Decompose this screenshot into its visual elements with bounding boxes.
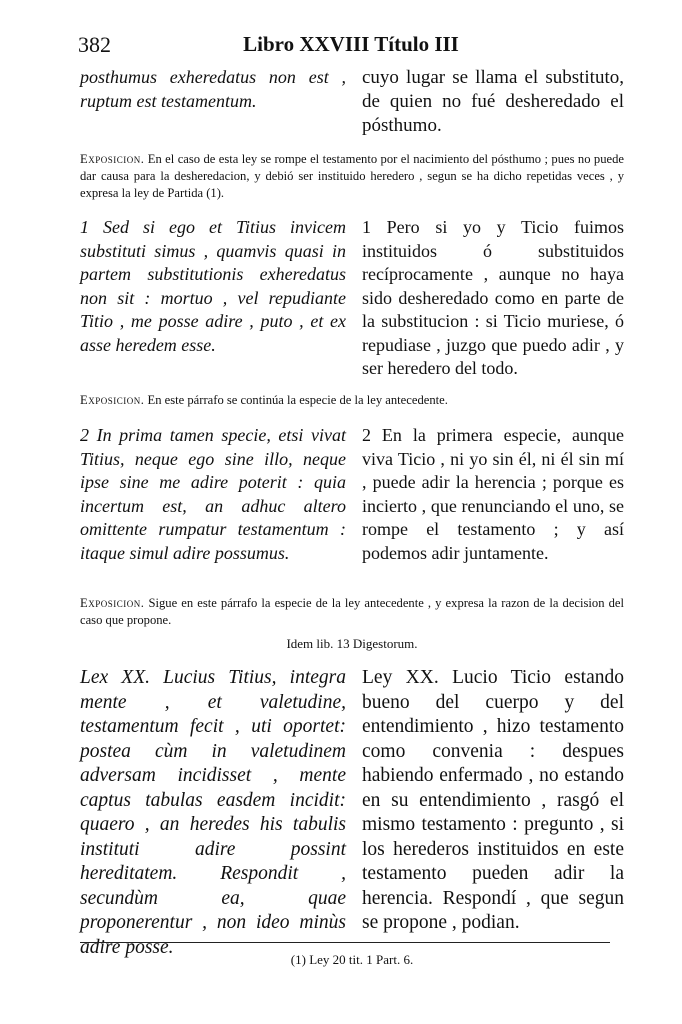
footnote-divider [80, 942, 610, 943]
exposicion-label: Exposicion. [80, 596, 145, 610]
intro-spanish: cuyo lugar se llama el substituto, de quien no fué desheredado el pósthumo. [362, 67, 624, 136]
running-title: Libro XXVIII Título III [243, 32, 459, 56]
ley-20-spanish: Ley XX. Lucio Ticio estando bueno del cuerpo y del entendimiento , hizo testamento como convenia : despues habiendo enfermado , no estando en su entendimiento , rasgó el mismo testamento : pregunto , si los herederos instituidos en este testamento pueden adir la herencia. Respondí , que segun se propone , podian. [362, 667, 624, 933]
paragraph-1-latin: 1 Sed si ego et Titius invicem substituti simus , quamvis quasi in partem substitutionis exheredatus non sit : mortuo , vel repudiante Titio , me posse adire , puto , et ex asse heredem esse. [80, 217, 346, 355]
exposicion-text: Sigue en este párrafo la especie de la ley antecedente , y expresa la razon de la decision del caso que propone. [80, 596, 624, 627]
page-number: 382 [78, 32, 111, 57]
page-header [78, 32, 624, 64]
source-citation: Idem lib. 13 Digestorum. [286, 636, 418, 651]
exposicion-1 [80, 151, 624, 202]
lex-20-latin: Lex XX. Lucius Titius, integra mente , et valetudine, testamentum fecit , uti oportet: postea cùm in valetudinem adversam incidisset , mente captus tabulas easdem incidit: quaero , an heredes his tabulis instituti adire possint hereditatem. Respondit , secundùm ea, quae proponerentur , non ideo minùs adire posse. [80, 667, 346, 958]
exposicion-text: En el caso de esta ley se rompe el testamento por el nacimiento del pósthumo ; pues no puede dar causa para la desheredacion, y debió ser instituido heredero , segun se ha dicho repetidas veces , y expresa la ley de Partida (1). [80, 152, 624, 200]
exposicion-label: Exposicion. [80, 152, 145, 166]
paragraph-1-spanish: 1 Pero si yo y Ticio fuimos instituidos ó substituidos recíprocamente , aunque no haya sido desheredado como en parte de la substitucion : si Ticio muriese, ó repudiase , juzgo que puedo adir , y ser heredero del todo. [362, 217, 624, 378]
exposicion-label: Exposicion. [80, 393, 145, 407]
exposicion-text: En este párrafo se continúa la especie de la ley antecedente. [147, 393, 448, 407]
paragraph-2-latin: 2 In prima tamen specie, etsi vivat Titius, neque ego sine illo, neque ipse sine me adire poterit : quia incertum est, an adhuc altero omittente rumpatur testamentum : itaque simul adire possumus. [80, 425, 346, 563]
intro-latin: posthumus exheredatus non est , ruptum est testamentum. [80, 67, 346, 111]
exposicion-3 [80, 595, 624, 629]
paragraph-2-spanish: 2 En la primera especie, aunque viva Ticio , ni yo sin él, ni él sin mí , puede adir la herencia ; porque es incierto , que renunciando el uno, se rompe el testamento ; y así podemos adir juntamente. [362, 425, 624, 563]
footnote: (1) Ley 20 tit. 1 Part. 6. [290, 952, 414, 967]
exposicion-2 [80, 392, 624, 409]
